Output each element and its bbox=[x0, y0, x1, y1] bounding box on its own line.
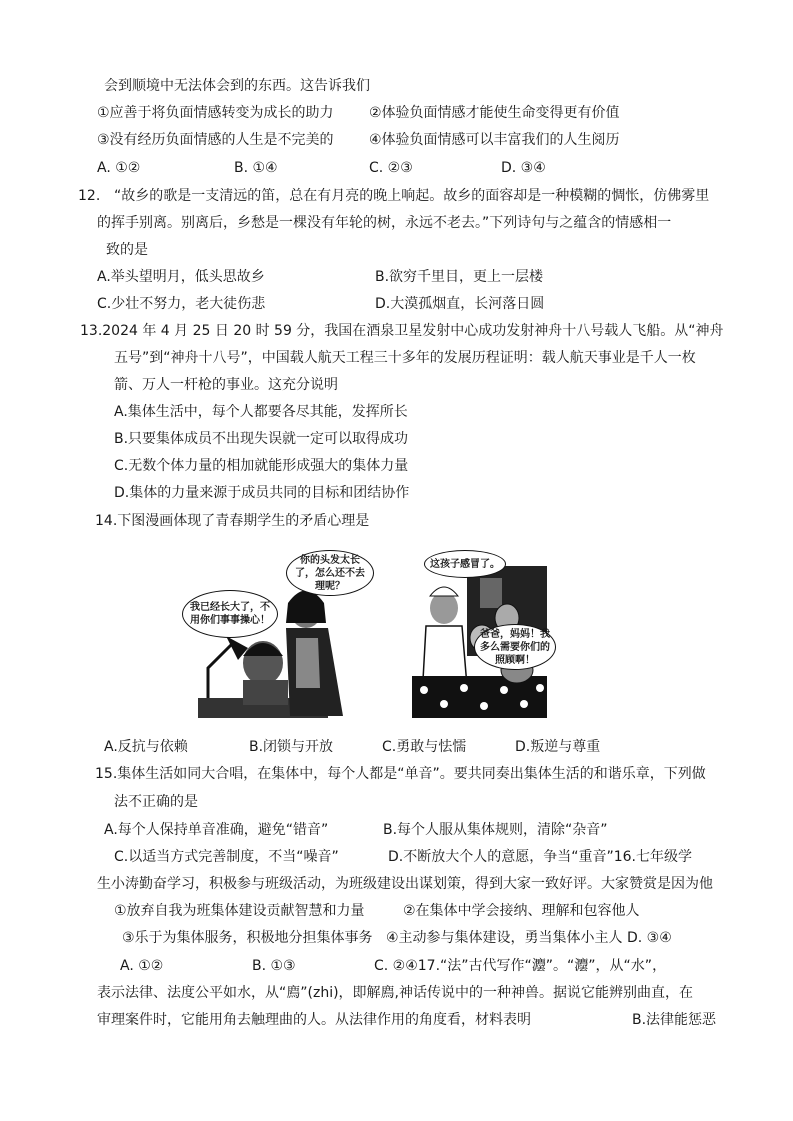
q13-option-b: B.只要集体成员不出现失误就一定可以取得成功 bbox=[114, 431, 409, 447]
q16-item-2: ②在集体中学会接纳、理解和包容他人 bbox=[403, 903, 640, 919]
q16-item-4: ④主动参与集体建设，勇当集体小主人 D. ③④ bbox=[386, 930, 672, 946]
q16-stem: 生小涛勤奋学习，积极参与班级活动，为班级建设出谋划策，得到大家一致好评。大家赞赏是因为他 bbox=[97, 876, 713, 892]
q11-option-c: C. ②③ bbox=[369, 160, 413, 176]
q11-option-b: B. ①④ bbox=[234, 160, 278, 176]
q11-item-3: ③没有经历负面情感的人生是不完美的 bbox=[97, 132, 334, 148]
q12-option-a: A.举头望明月，低头思故乡 bbox=[97, 269, 265, 285]
q11-item-4: ④体验负面情感可以丰富我们的人生阅历 bbox=[369, 132, 620, 148]
comic-left-kid-bubble: 我已经长大了，不用你们事事操心！ bbox=[182, 590, 278, 638]
q15-option-a: A.每个人保持单音准确，避免“错音” bbox=[104, 822, 329, 838]
q12-option-b: B.欲穷千里目，更上一层楼 bbox=[375, 269, 544, 285]
q11-option-d: D. ③④ bbox=[501, 160, 546, 176]
q11-stem-tail: 会到顺境中无法体会到的东西。这告诉我们 bbox=[104, 78, 370, 94]
q16-option-c: C. ②④17.“法”古代写作“灋”。“灋”，从“水”， bbox=[374, 958, 667, 974]
q14-option-b: B.闭锁与开放 bbox=[249, 739, 334, 755]
comic-right-nurse-bubble: 这孩子感冒了。 bbox=[424, 550, 506, 578]
q17-option-b: B.法律能惩恶 bbox=[632, 1012, 717, 1028]
q11-option-a: A. ①② bbox=[97, 160, 141, 176]
q12-option-c: C.少壮不努力，老大徒伤悲 bbox=[97, 296, 266, 312]
q15-stem-line-2: 法不正确的是 bbox=[114, 794, 198, 810]
q11-item-1: ①应善于将负面情感转变为成长的助力 bbox=[97, 105, 334, 121]
q13-option-d: D.集体的力量来源于成员共同的目标和团结协作 bbox=[114, 485, 410, 501]
q16-option-b: B. ①③ bbox=[252, 958, 296, 974]
q14-option-a: A.反抗与依赖 bbox=[104, 739, 188, 755]
q15-option-c: C.以适当方式完善制度，不当“噪音” bbox=[114, 849, 339, 865]
q15-stem-line-1: 15.集体生活如同大合唱，在集体中，每个人都是“单音”。要共同奏出集体生活的和谐乐章，下列做 bbox=[95, 766, 706, 782]
q17-stem-line-1: 表示法律、法度公平如水，从“廌”(zhi)，即解廌,神话传说中的一种神兽。据说它能辨别曲直，在 bbox=[97, 985, 693, 1001]
comic-right-panel bbox=[412, 548, 550, 718]
q15-option-d: D.不断放大个人的意愿，争当“重音”16.七年级学 bbox=[388, 849, 692, 865]
q15-option-b: B.每个人服从集体规则，清除“杂音” bbox=[383, 822, 608, 838]
q14-stem: 14.下图漫画体现了青春期学生的矛盾心理是 bbox=[95, 513, 370, 529]
comic-left-mom-bubble: 你的头发太长了，怎么还不去理呢？ bbox=[286, 550, 374, 596]
q14-option-c: C.勇敢与怯懦 bbox=[382, 739, 467, 755]
q13-option-a: A.集体生活中，每个人都要各尽其能，发挥所长 bbox=[114, 404, 408, 420]
comic-left-panel bbox=[178, 548, 398, 720]
q13-stem-line-2: 五号”到“神舟十八号”，中国载人航天工程三十多年的发展历程证明：载人航天事业是千人一枚 bbox=[114, 350, 696, 366]
q13-stem-line-1: 13.2024 年 4 月 25 日 20 时 59 分，我国在酒泉卫星发射中心成功发射神舟十八号载人飞船。从“神舟 bbox=[80, 323, 724, 339]
q13-stem-line-3: 箭、万人一杆枪的事业。这充分说明 bbox=[114, 377, 338, 393]
q16-option-a: A. ①② bbox=[120, 958, 164, 974]
q17-stem-line-2: 审理案件时，它能用角去触理曲的人。从法律作用的角度看，材料表明 bbox=[97, 1012, 531, 1028]
q12-stem-line-3: 致的是 bbox=[106, 242, 148, 258]
q14-option-d: D.叛逆与尊重 bbox=[515, 739, 601, 755]
q13-option-c: C.无数个体力量的相加就能形成强大的集体力量 bbox=[114, 458, 409, 474]
comic-right-kid-bubble: 爸爸，妈妈！我多么需要你们的照顾啊！ bbox=[474, 624, 556, 670]
q12-stem-line-2: 的挥手别离。别离后，乡愁是一棵没有年轮的树，永远不老去。”下列诗句与之蕴含的情感相一 bbox=[97, 215, 672, 231]
q11-item-2: ②体验负面情感才能使生命变得更有价值 bbox=[369, 105, 620, 121]
q12-option-d: D.大漠孤烟直，长河落日圆 bbox=[375, 296, 545, 312]
q16-item-3: ③乐于为集体服务，积极地分担集体事务 bbox=[122, 930, 373, 946]
q12-number: 12. bbox=[78, 188, 101, 204]
q12-stem-line-1: “故乡的歌是一支清远的笛，总在有月亮的晚上响起。故乡的面容却是一种模糊的惆怅，仿佛雾里 bbox=[114, 188, 710, 204]
q16-item-1: ①放弃自我为班集体建设贡献智慧和力量 bbox=[114, 903, 365, 919]
